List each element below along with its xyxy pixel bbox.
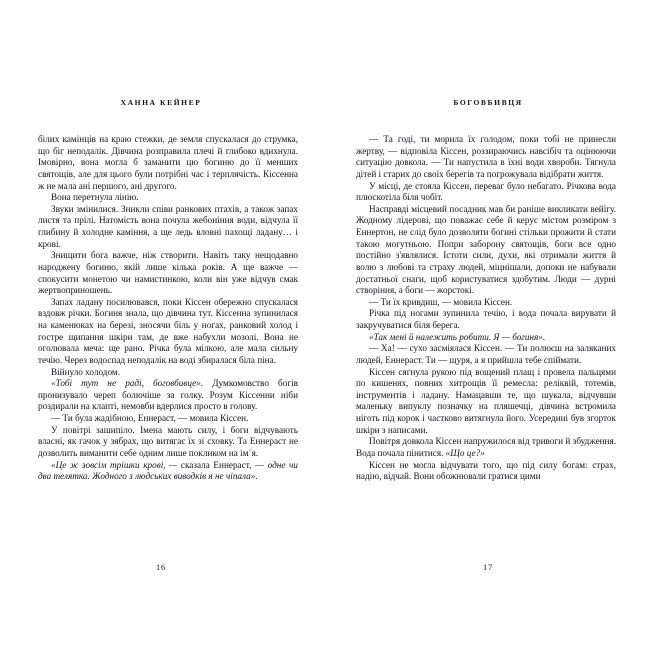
god-speech-italic: «Так мені й належить робити. Я — богиня». — [369, 331, 546, 342]
body-paragraph: — Ти була жадібною, Еннераст, — мовила Кіссен. — [51, 413, 249, 423]
body-paragraph: У місці, де стояла Кіссен, переваг було небагато. Річкова вода плюскотіла біля чобіт. — [356, 180, 616, 203]
left-page-folio: 16 — [156, 563, 166, 572]
body-paragraph: Насправді місцевий посадник мав би раніше викликати вейїгу. Жодному лідерові, що поважає себе й керує містом розміром з Еннертон, не слід було дозволяти богині стільки прожити й стати такою могутньою. Попри заборону святощів, боги все одно постійно з'являлися. Істоти сили, духи, які отримали життя й волю з любові та страху людей, міцнішали, допоки не набували достатньої снаги, щоб користуватися здобутим. Люди — дурні створіння, а боги — жорстокі. — [356, 203, 616, 296]
body-paragraph: Запах ладану посилювався, поки Кіссен обережно спускалася вздовж річки. Богиня знала, що дівчина тут. Кіссенна зупинилася на каменюках на березі, зносячи біль у ногах, ранковий холод і гостре щипання шкіри там, де вже набухли мозолі. Вона не оголювала меча: ще рано. Річка була мілкою, але мала сильну течію. Через водоспад неподалік на воді збиралася біла піна. — [38, 296, 298, 365]
left-page-running-head: ХАННА КЕЙНЕР — [120, 98, 202, 107]
right-page-body — [356, 134, 616, 483]
god-speech-italic: «Що це?» — [445, 447, 485, 458]
god-speech-italic: «Це ж зовсім трішки крові, — — [51, 459, 178, 470]
god-speech-italic: одне чи два телятка. Жодного з людських виводків я не чіпала». — [38, 459, 299, 482]
god-speech-italic: «Тобі тут не раді, боговбивце». — [51, 378, 204, 389]
body-paragraph: У повітрі зашипіло. Імена мають силу, і боги відчувають власні, як гачок у зябрах, що витягає їх зі сховку. Та Еннераст не дозволить виманити себе одним лише покликом на ім᾽я. — [38, 424, 298, 458]
body-paragraph: — Та годі, ти морила їх голодом, поки тобі не принесли жертву, — відповіла Кіссен, роззираючись навсібіч та оцінюючи ситуацію довкола. — Ти напустила в їхні води хвороби. Тягнула дітей і старих до своїх берегів та погрожувала відібрати життя. — [356, 134, 616, 179]
right-page-folio: 17 — [483, 563, 493, 572]
left-page-body — [38, 134, 298, 483]
body-paragraph: — Ти їх кривдиш, — мовила Кіссен. — [369, 296, 513, 307]
body-paragraph: білих камінців на краю стежки, де земля спускалася до струмка, що біг неподалік. Дівчина розправила плечі й глибоко вдихнула. Імовірно, вона могла б заманити цю богиню до її менших святощів, але для цього були потрібні час і терплячість. Кіссенна ж не мала ані першого, ані другого. — [38, 134, 298, 191]
body-paragraph: Знищити бога важче, ніж створити. Навіть таку нещодавно народжену богиню, якій лише кілька років. А ще важче — спокусити монетою чи намистинкою, коли він уже відчув смак жертвоприношень. — [38, 250, 298, 296]
body-paragraph: Повітря довкола Кіссен напружилося від тривоги й збудження. Вода почала пінитися. «Що це?» — [356, 436, 616, 458]
body-paragraph: Вона перетнула лінію. — [51, 192, 139, 203]
body-paragraph: Кіссен сягнула рукою під вощений плащ і провела пальцями по кишенях, повних хитрощів її ремесла: реліквій, тотемів, інструментів і ладану. Намацавши те, що шукала, відчувши маленьку випуклу позначку на пляшечці, дівчина встромила ніготь під корок і частково витягнула його. Усередині був згорток шкіри з написами. — [356, 366, 616, 435]
body-paragraph: — Ха! — сухо засміялася Кіссен. — Ти полюєш на заляканих людей, Еннераст. Ти — щуря, а я прийшла тебе спіймати. — [356, 343, 616, 365]
body-paragraph: Кіссен не могла відчувати того, що під силу богам: страх, надію, відчай. Вони обожнювали гратися цими — [356, 459, 616, 482]
body-paragraph: «Це ж зовсім трішки крові, — сказала Еннераст, — одне чи два телятка. Жодного з людських виводків я не чіпала». — [38, 459, 299, 482]
body-paragraph — [356, 332, 616, 344]
right-page — [325, 0, 650, 650]
body-paragraph: Війнуло холодом. — [51, 366, 121, 377]
body-paragraph: Звуки змінилися. Зникли співи ранкових птахів, а також запах листя та прілі. Натомість вона почула жебоніння води, відчула її глибину й холодне каміння, а ще ледь вловні пахощі ладану… і крові. — [38, 203, 298, 249]
body-paragraph: Річка під ногами зупинила течію, і вода почала вирувати й закручуватися біля берега. — [356, 308, 616, 330]
body-paragraph: «Тобі тут не раді, боговбивце». Думкомовство богів пронизувало череп болючіше за голку. Розум Кіссенни ніби роздирали на клапті, немовби вдерлися просто в голову. — [38, 378, 298, 412]
right-page-running-head: БОГОВБИВЦЯ — [453, 98, 523, 107]
